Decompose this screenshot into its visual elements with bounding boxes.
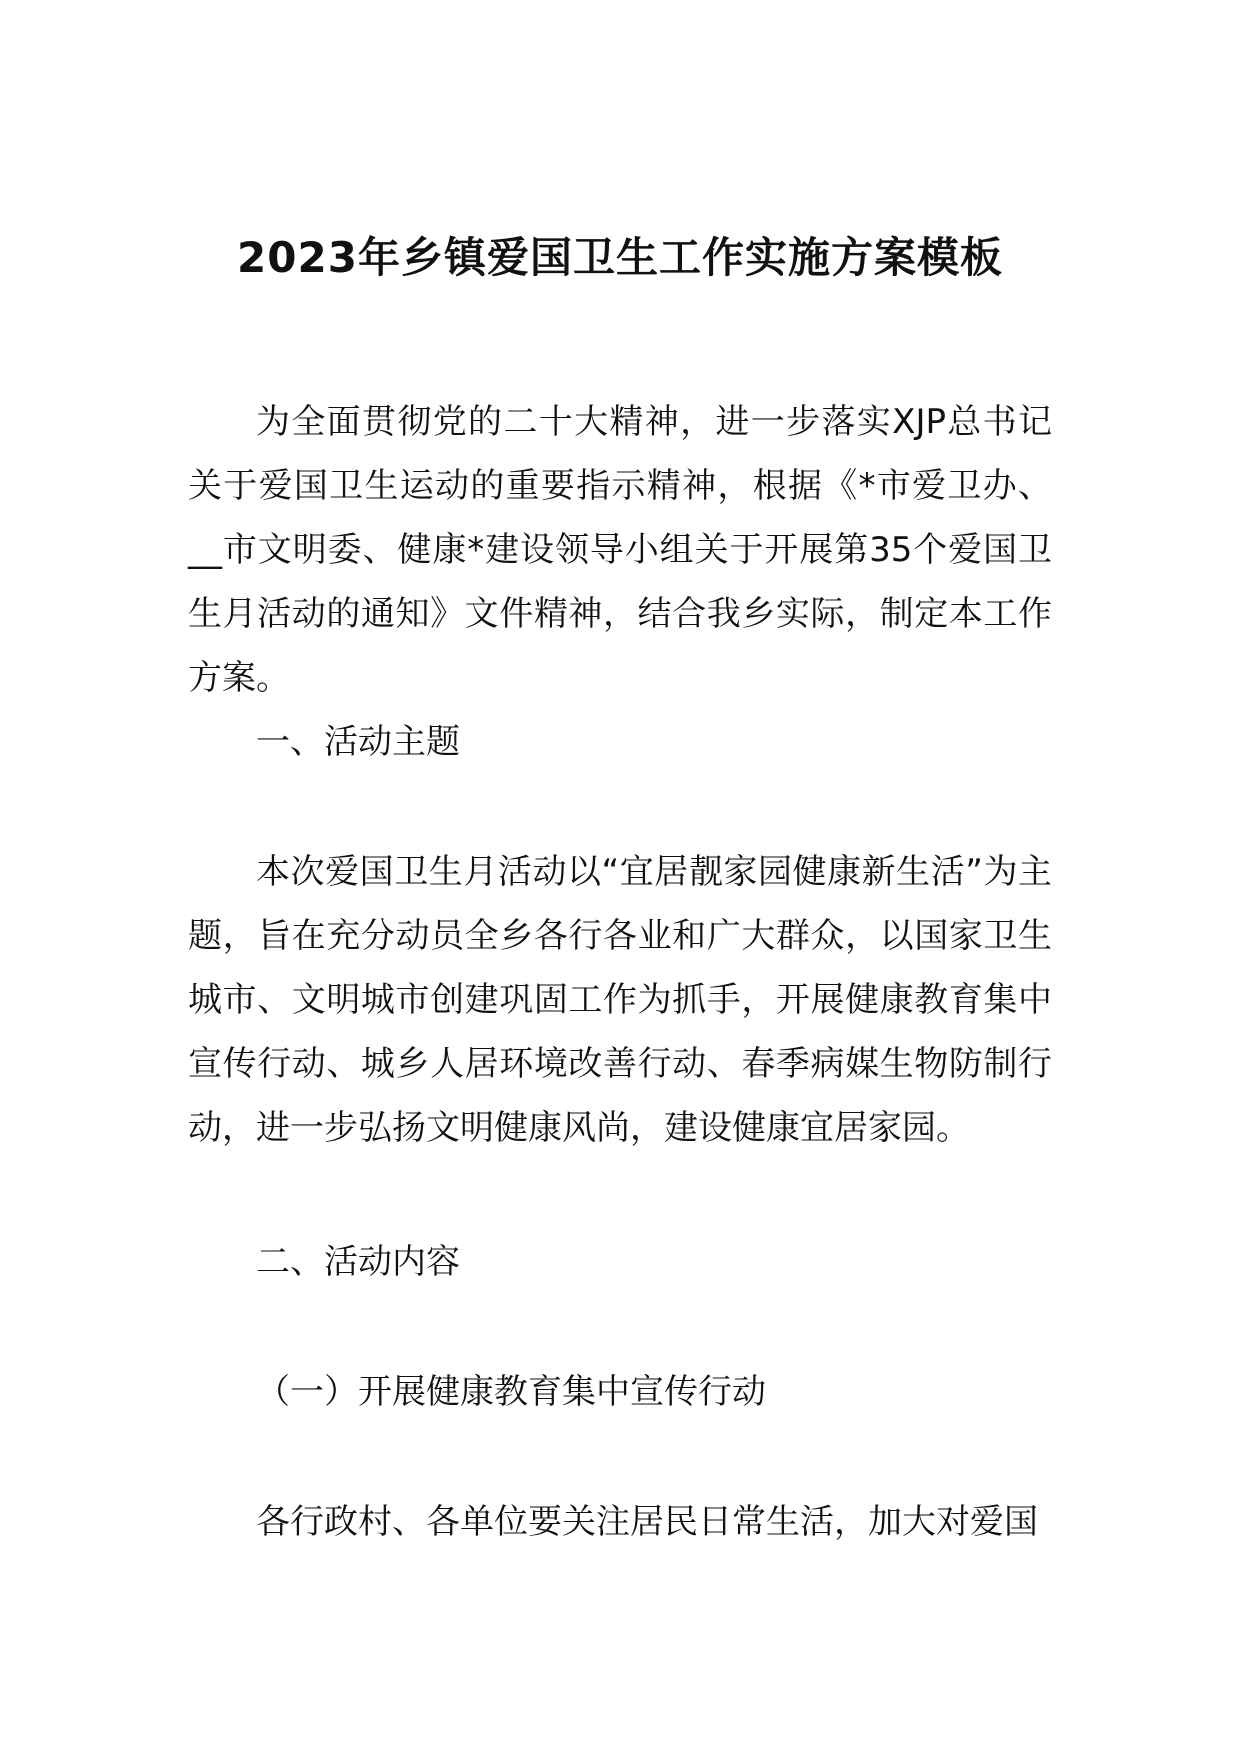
subsection-heading-education: （一）开展健康教育集中宣传行动	[256, 1372, 766, 1412]
content-paragraph: 各行政村、各单位要关注居民日常生活，加大对爱国	[256, 1502, 1038, 1542]
document-title: 2023年乡镇爱国卫生工作实施方案模板	[237, 233, 1003, 283]
section-heading-theme: 一、活动主题	[256, 722, 460, 762]
intro-paragraph: 为全面贯彻党的二十大精神，进一步落实XJP总书记关于爱国卫生运动的重要指示精神，根据《*市爱卫办、__市文明委、健康*建设领导小组关于开展第35个爱国卫生月活动的通知》文件精神，结合我乡实际，制定本工作方案。	[188, 402, 1052, 698]
section-heading-content: 二、活动内容	[256, 1242, 460, 1282]
theme-paragraph: 本次爱国卫生月活动以“宜居靓家园健康新生活”为主题，旨在充分动员全乡各行各业和广大群众，以国家卫生城市、文明城市创建巩固工作为抓手，开展健康教育集中宣传行动、城乡人居环境改善行动、春季病媒生物防制行动，进一步弘扬文明健康风尚，建设健康宜居家园。	[188, 852, 1052, 1148]
